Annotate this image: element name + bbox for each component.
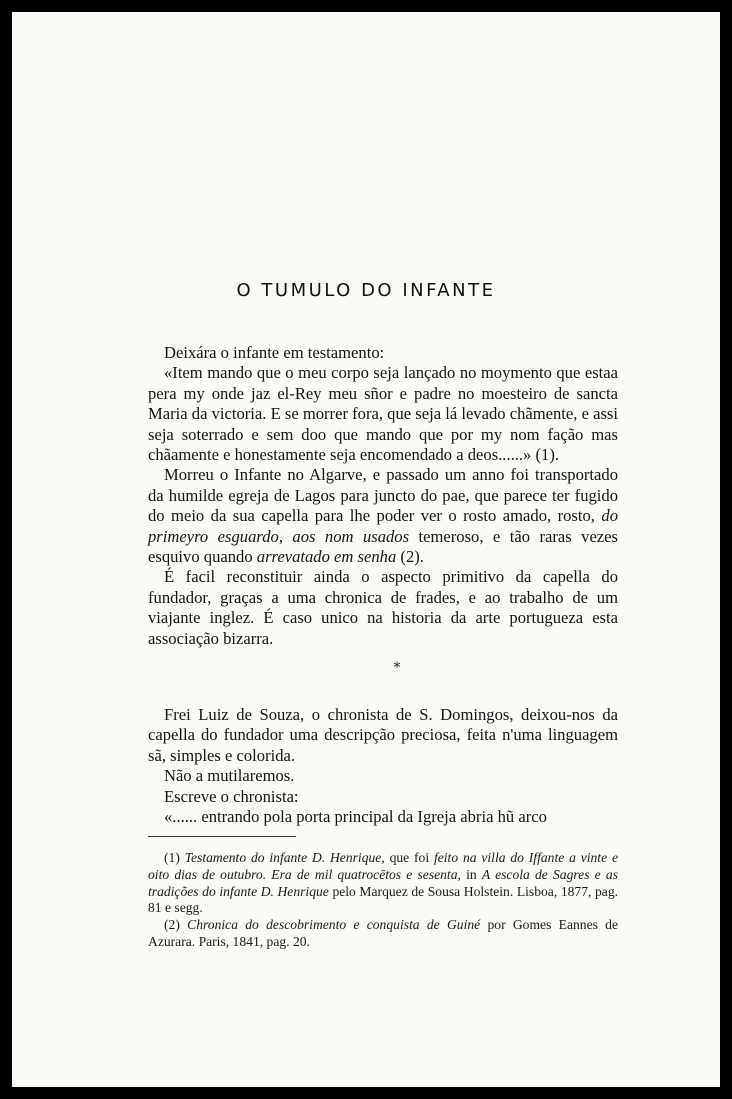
text-run: por Gomes Eannes de Azurara. Paris, 1841, pag. 20. — [148, 917, 618, 949]
footnote-1 — [148, 850, 618, 917]
book-page — [12, 12, 720, 1087]
paragraph-testament-quote: «Item mando que o meu corpo seja lançado no moymento que estaa pera my onde jaz el-Rey meu sñor e padre no moesteiro de sancta Maria da victoria. E se morrer fora, que seja lá levado chãmente, e assi seja soterrado e sem doo que mando que por my nom fação mas chãamente e honestamente seja encomendado a deos......» (1). — [148, 363, 618, 465]
italic-phrase: arrevatado em senha — [256, 547, 397, 567]
paragraph-frei-luiz: Frei Luiz de Souza, o chronista de S. Domingos, deixou-nos da capella do fundador uma descripção preciosa, feita n'uma linguagem sã, simples e colorida. — [148, 705, 618, 765]
paragraph-intro: Deixára o infante em testamento: — [164, 343, 385, 362]
footnote-mark: (1) — [164, 850, 180, 865]
paragraph-nao-mutilaremos: Não a mutilaremos. — [164, 766, 295, 786]
section-separator: * — [393, 660, 401, 676]
text-run: pelo Marquez de Sousa Holstein. Lisboa, 1877, pag. 81 e segg. — [148, 883, 619, 916]
text-run: que foi — [389, 850, 430, 865]
paragraph-reconstruction: É facil reconstituir ainda o aspecto primitivo da capella do fundador, graças a uma chronica de frades, e ao trabalho de um viajante inglez. É caso unico na historia da arte portugueza esta associação bizarra. — [148, 567, 618, 648]
paragraph-escreve: Escreve o chronista: — [164, 786, 299, 806]
footnotes — [148, 850, 618, 951]
paragraph-quote-start: «...... entrando pola porta principal da Igreja abria hũ arco — [164, 807, 547, 827]
footnote-italic: feito na villa do Iffante a vinte e oito dias de outubro. Era de mil quatrocētos e sesenta, — [148, 850, 618, 882]
text-run: Morreu o Infante no Algarve, e passado um anno foi transportado da humilde egreja de Lagos para juncto do pae, que parece ter fugido do meio da sua capella para lhe poder ver o rosto amado, rosto, — [148, 465, 618, 526]
paragraph-death — [148, 465, 618, 567]
footnote-mark: (2) — [164, 917, 180, 933]
italic-phrase: do primeyro esguardo, aos nom usados — [148, 506, 618, 546]
text-block-2 — [148, 705, 618, 827]
text-block-1 — [148, 343, 618, 649]
chapter-title: O TUMULO DO INFANTE — [236, 280, 496, 301]
text-run: in — [466, 866, 477, 882]
text-run: (2). — [400, 547, 424, 567]
footnote-rule — [148, 836, 296, 837]
footnote-italic: A escola de Sagres e as tradições do infante D. Henrique — [148, 866, 618, 899]
text-run: temeroso, e tão raras vezes esquivo quando — [148, 526, 618, 567]
footnote-italic: Chronica do descobrimento e conquista de Guiné — [187, 917, 481, 933]
footnote-2 — [148, 917, 618, 951]
footnote-italic: Testamento do infante D. Henrique, — [184, 850, 385, 865]
